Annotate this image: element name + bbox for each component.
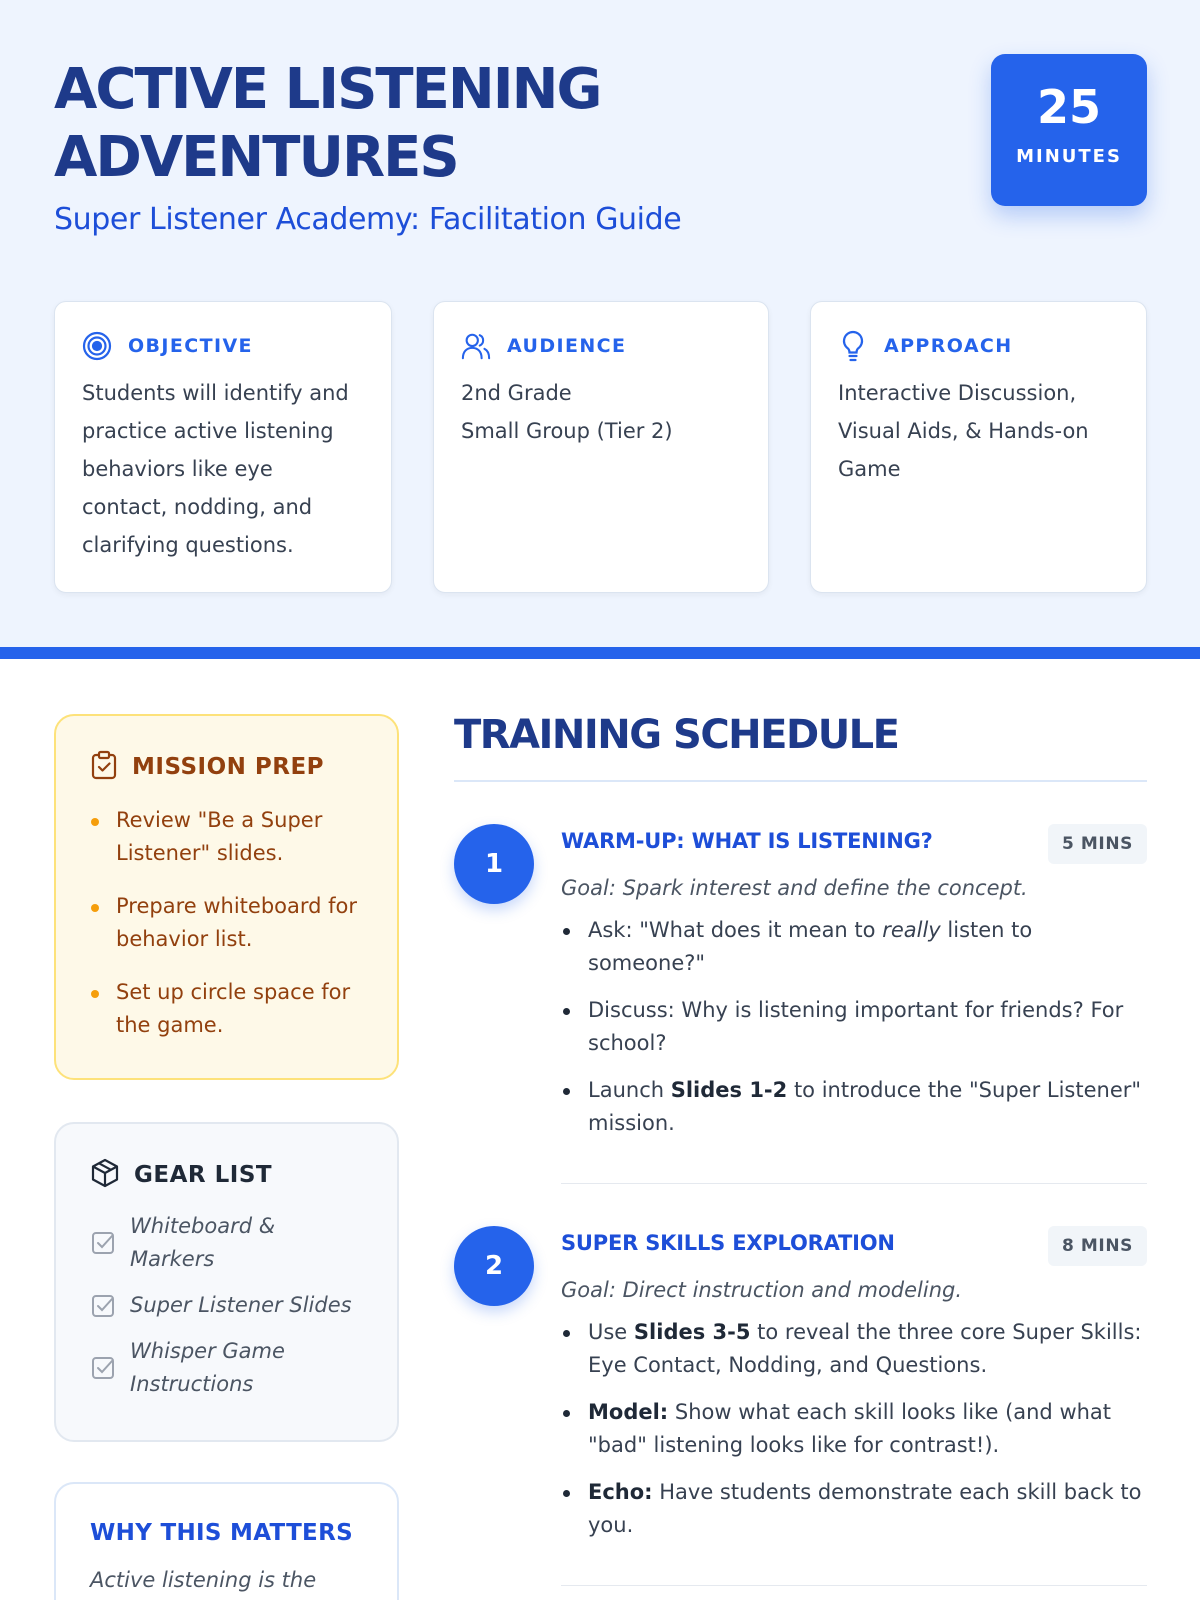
approach-text: Interactive Discussion, Visual Aids, & Hands-on Game — [838, 381, 1089, 481]
step-title: SUPER SKILLS EXPLORATION — [561, 1231, 895, 1255]
page-subtitle: Super Listener Academy: Facilitation Guide — [54, 202, 682, 237]
step-number: 1 — [454, 824, 534, 904]
audience-group: Small Group (Tier 2) — [461, 419, 673, 443]
schedule-divider — [454, 780, 1147, 782]
schedule-title: TRAINING SCHEDULE — [454, 712, 899, 758]
step-duration-badge: 5 MINS — [1048, 824, 1147, 864]
schedule-step-1 — [454, 824, 1147, 1184]
objective-label: OBJECTIVE — [128, 335, 253, 357]
audience-label: AUDIENCE — [507, 335, 627, 357]
why-label: WHY THIS MATTERS — [90, 1520, 353, 1546]
audience-card — [433, 301, 769, 593]
list-item: Discuss: Why is listening important for friends? For school? — [561, 994, 1147, 1060]
gear-list-box — [54, 1122, 399, 1442]
mission-prep-label: MISSION PREP — [132, 754, 325, 780]
objective-text: Students will identify and practice active listening behaviors like eye contact, nodding, and clarifying questions. — [82, 381, 349, 557]
list-item: Ask: "What does it mean to really listen to someone?" — [561, 914, 1147, 980]
lightbulb-icon — [838, 331, 868, 361]
list-item: Set up circle space for the game. — [90, 976, 363, 1042]
audience-grade: 2nd Grade — [461, 381, 572, 405]
list-item: Whiteboard & Markers — [90, 1210, 363, 1276]
list-item: Use Slides 3-5 to reveal the three core Super Skills: Eye Contact, Nodding, and Questions. — [561, 1316, 1147, 1382]
clipboard-check-icon — [90, 750, 118, 784]
step-divider — [561, 1183, 1147, 1184]
objective-card — [54, 301, 392, 593]
list-item: Prepare whiteboard for behavior list. — [90, 890, 363, 956]
list-item: Super Listener Slides — [90, 1289, 363, 1322]
checkbox-checked-icon — [90, 1230, 116, 1256]
step-divider — [561, 1585, 1147, 1586]
duration-badge — [991, 54, 1147, 206]
duration-unit: MINUTES — [1016, 146, 1122, 167]
mission-prep-box — [54, 714, 399, 1080]
approach-label: APPROACH — [884, 335, 1013, 357]
why-text: Active listening is the — [90, 1568, 317, 1592]
target-icon — [82, 331, 112, 361]
list-item: Whisper Game Instructions — [90, 1335, 363, 1401]
why-this-matters-box — [54, 1482, 399, 1600]
step-goal: Goal: Direct instruction and modeling. — [561, 1278, 963, 1302]
schedule-step-2 — [454, 1226, 1147, 1600]
list-item: Launch Slides 1-2 to introduce the "Super Listener" mission. — [561, 1074, 1147, 1140]
page-title: ACTIVE LISTENING ADVENTURES — [54, 57, 601, 190]
list-item: Echo: Have students demonstrate each skill back to you. — [561, 1476, 1147, 1542]
package-icon — [90, 1158, 120, 1192]
header-divider — [0, 647, 1200, 659]
list-item: Model: Show what each skill looks like (and what "bad" listening looks like for contrast!). — [561, 1396, 1147, 1462]
list-item: Review "Be a Super Listener" slides. — [90, 804, 363, 870]
approach-card — [810, 301, 1147, 593]
users-icon — [461, 331, 491, 361]
step-duration-badge: 8 MINS — [1048, 1226, 1147, 1266]
checkbox-checked-icon — [90, 1355, 116, 1381]
gear-list-label: GEAR LIST — [134, 1162, 273, 1188]
step-goal: Goal: Spark interest and define the concept. — [561, 876, 1028, 900]
checkbox-checked-icon — [90, 1293, 116, 1319]
duration-value: 25 — [1036, 80, 1101, 134]
step-number: 2 — [454, 1226, 534, 1306]
step-title: WARM-UP: WHAT IS LISTENING? — [561, 829, 933, 853]
